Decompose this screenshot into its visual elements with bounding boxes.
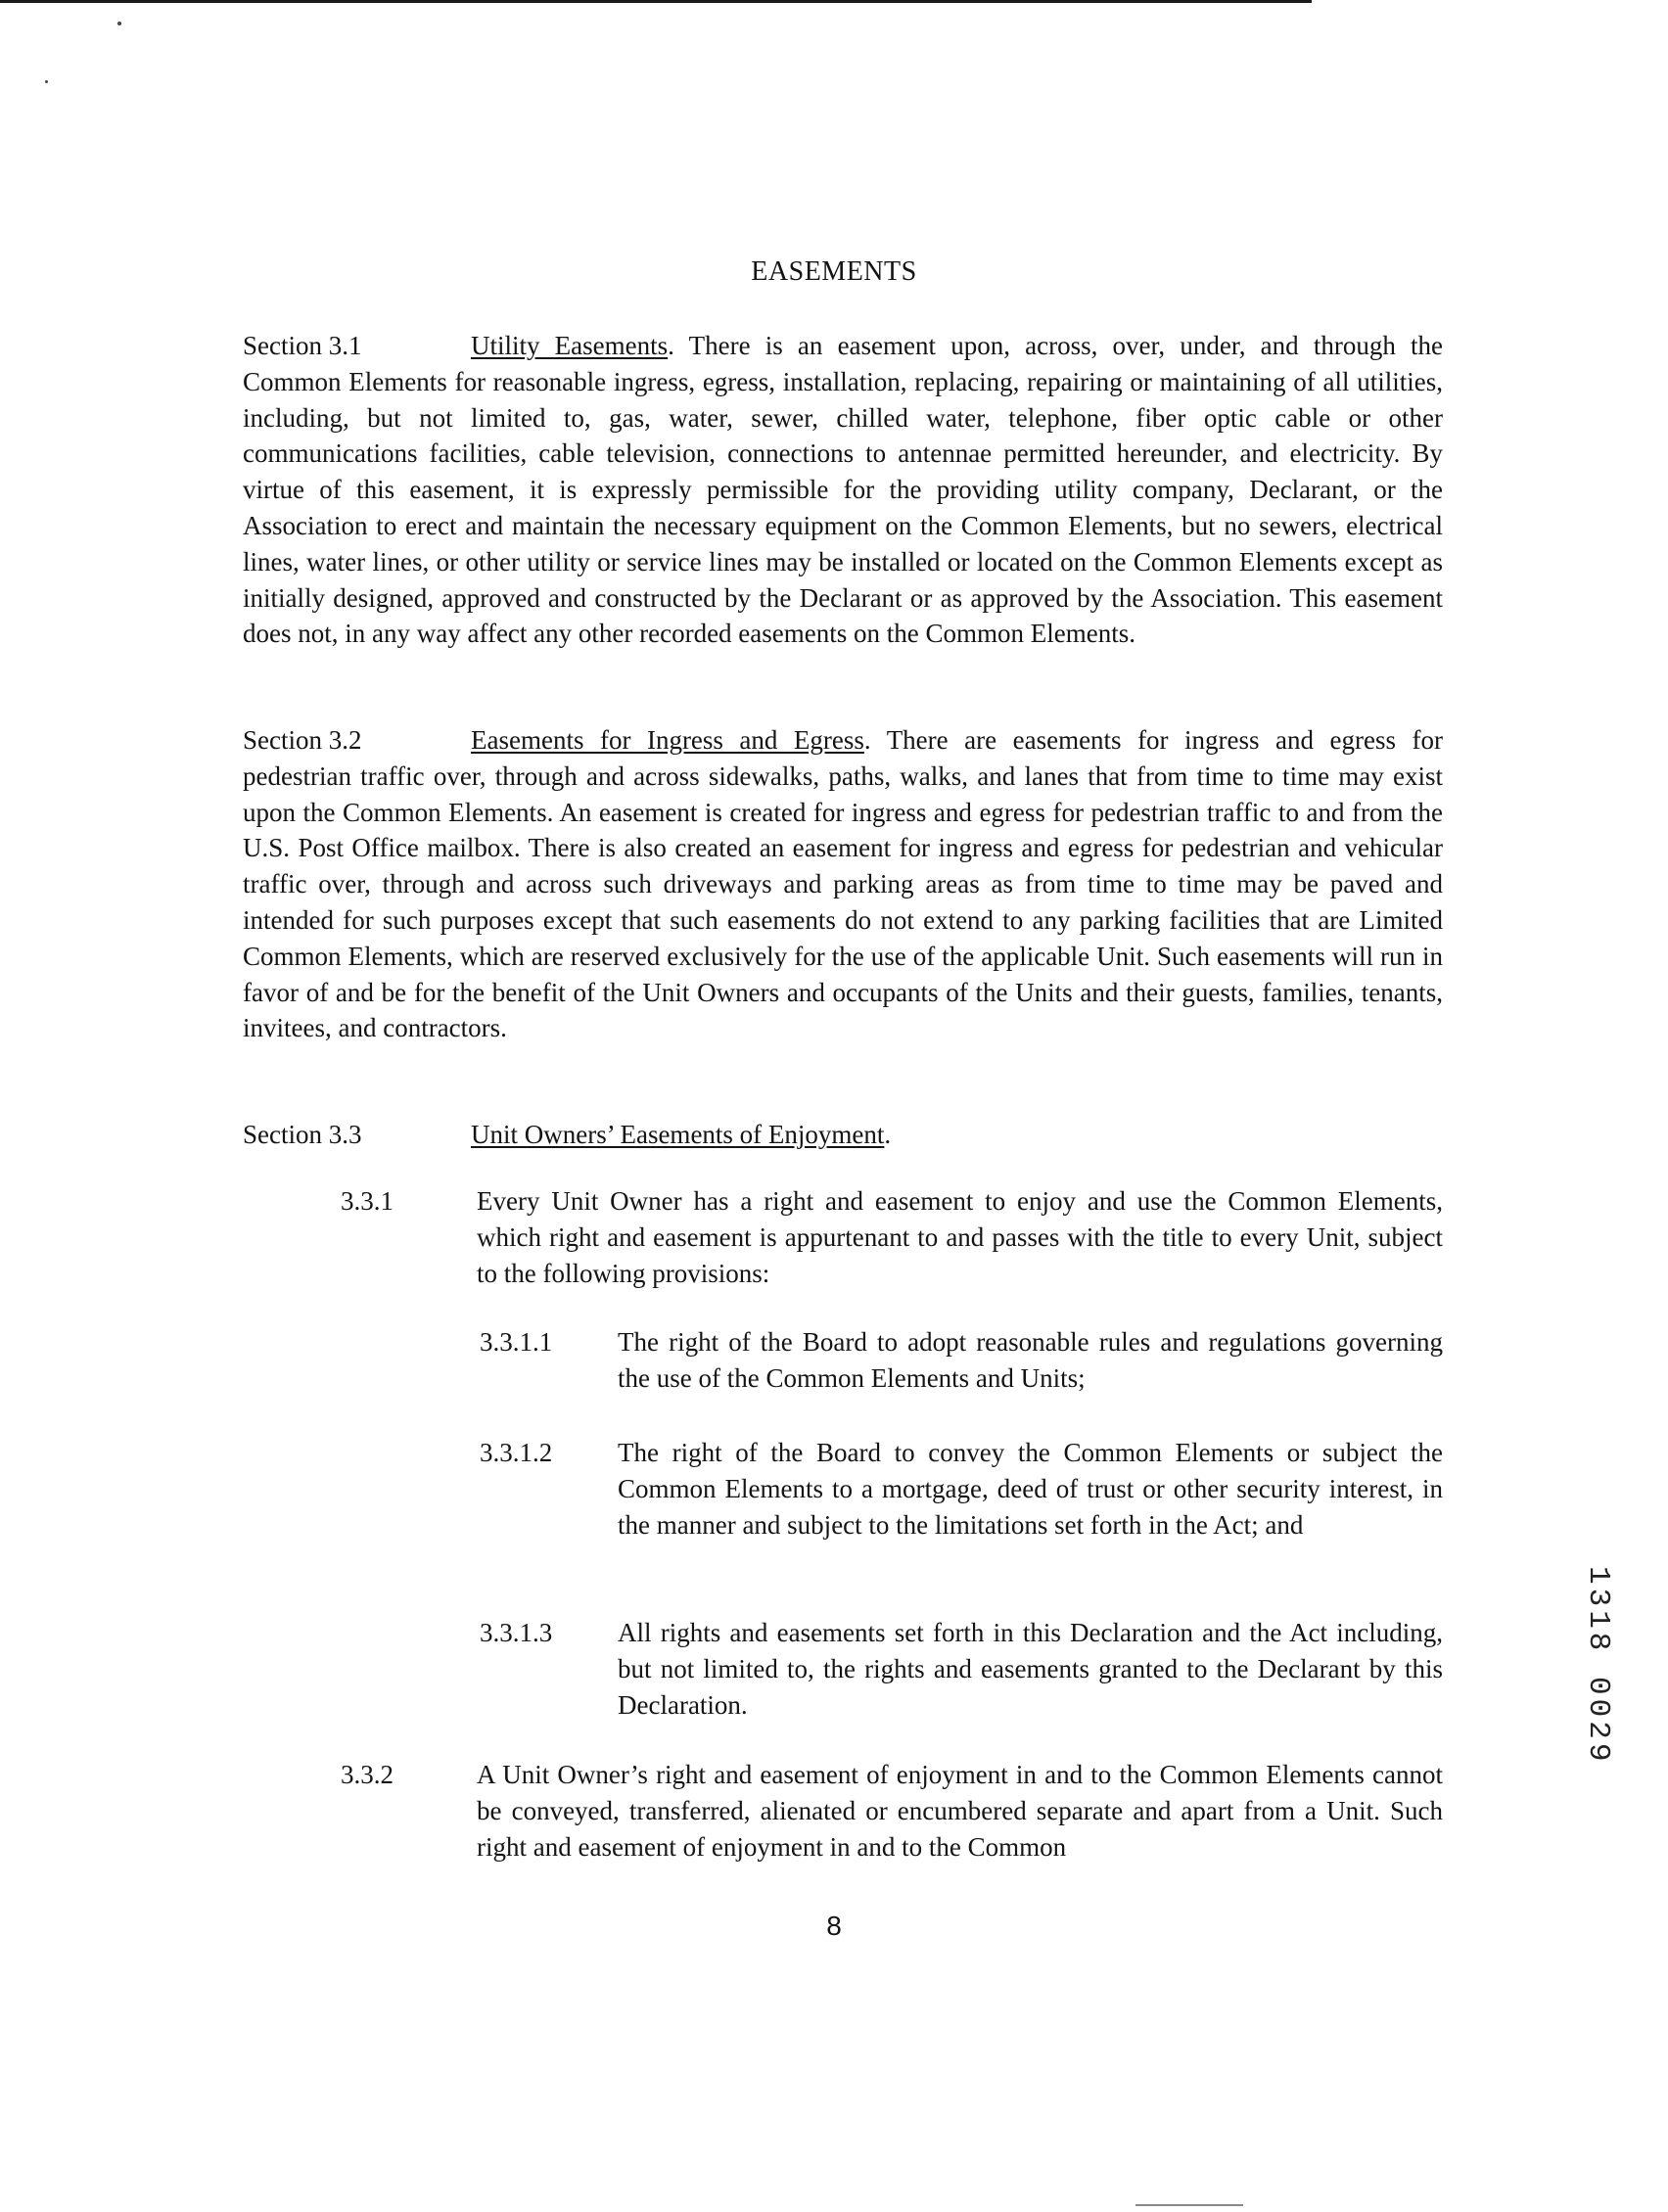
section-caption: Easements for Ingress and Egress xyxy=(471,725,864,755)
section-number: Section 3.2 xyxy=(243,725,362,755)
subsection-text-3-3-1-2: The right of the Board to convey the Common Elements or subject the Common Elements to a mortgage, deed of trust or other security interest, in the manner and subject to the limitations set forth in the Act; and xyxy=(618,1438,1443,1540)
subsection-number-3-3-1-3: 3.3.1.3 xyxy=(480,1618,553,1647)
section-number: Section 3.3 xyxy=(243,1120,362,1149)
subsection-text-3-3-2: A Unit Owner’s right and easement of enjoyment in and to the Common Elements cannot be conveyed, transferred, alienated or encumbered separate and apart from a Unit. Such right and easement of enjoyment in and to the Common xyxy=(477,1760,1443,1862)
section-body: . There are easements for ingress and egress for pedestrian traffic over, through and across sidewalks, paths, walks, and lanes that from time to time may exist upon the Common Elements. An easement is created for ingress and egress for pedestrian traffic to and from the U.S. Post Office mailbox. There is also created an easement for ingress and egress for pedestrian and vehicular traffic over, through and across such driveways and parking areas as from time to time may be paved and intended for such purposes except that such easements do not extend to any parking facilities that are Limited Common Elements, which are reserved exclusively for the use of the applicable Unit. Such easements will run in favor of and be for the benefit of the Unit Owners and occupants of the Units and their guests, families, tenants, invitees, and contractors. xyxy=(243,725,1443,1043)
section-body: . xyxy=(884,1120,892,1149)
subsection-number-3-3-1: 3.3.1 xyxy=(341,1186,394,1216)
recording-stamp xyxy=(1576,1566,1619,1899)
scan-edge-mark xyxy=(1135,2204,1243,2206)
scan-speck xyxy=(45,80,48,83)
section-3-1 xyxy=(243,328,1443,652)
subsection-number-3-3-1-2: 3.3.1.2 xyxy=(480,1438,553,1467)
section-body: . There is an easement upon, across, over, under, and through the Common Elements for reasonable ingress, egress, installation, replacing, repairing or maintaining of all utilities, including, but not limited to, gas, water, sewer, chilled water, telephone, fiber optic cable or other communications facilities, cable television, connections to antennae permitted hereunder, and electricity. By virtue of this easement, it is expressly permissible for the providing utility company, Declarant, or the Association to erect and maintain the necessary equipment on the Common Elements, but no sewers, electrical lines, water lines, or other utility or service lines may be installed or located on the Common Elements except as initially designed, approved and constructed by the Declarant or as approved by the Association. This easement does not, in any way affect any other recorded easements on the Common Elements. xyxy=(243,331,1443,649)
section-caption: Utility Easements xyxy=(471,331,669,360)
section-caption: Unit Owners’ Easements of Enjoyment xyxy=(471,1120,885,1149)
scan-speck xyxy=(117,22,121,25)
subsection-text-3-3-1-3: All rights and easements set forth in this Declaration and the Act including, but not limited to, the rights and easements granted to the Declarant by this Declaration. xyxy=(618,1618,1443,1720)
subsection-number-3-3-2: 3.3.2 xyxy=(341,1760,394,1789)
page-number: 8 xyxy=(826,1911,842,1941)
subsection-text-3-3-1-1: The right of the Board to adopt reasonable rules and regulations governing the use of the Common Elements and Units; xyxy=(618,1327,1443,1393)
section-3-2 xyxy=(243,722,1443,1046)
recording-stamp-text: 1318 0029 xyxy=(1581,1566,1615,1766)
section-number: Section 3.1 xyxy=(243,331,362,360)
scan-edge-line xyxy=(0,0,1312,3)
subsection-text-3-3-1: Every Unit Owner has a right and easement to enjoy and use the Common Elements, which right and easement is appurtenant to and passes with the title to every Unit, subject to the following provisions: xyxy=(477,1186,1443,1288)
page-title: EASEMENTS xyxy=(751,256,917,287)
section-3-3 xyxy=(243,1117,1443,1153)
subsection-number-3-3-1-1: 3.3.1.1 xyxy=(480,1327,553,1357)
